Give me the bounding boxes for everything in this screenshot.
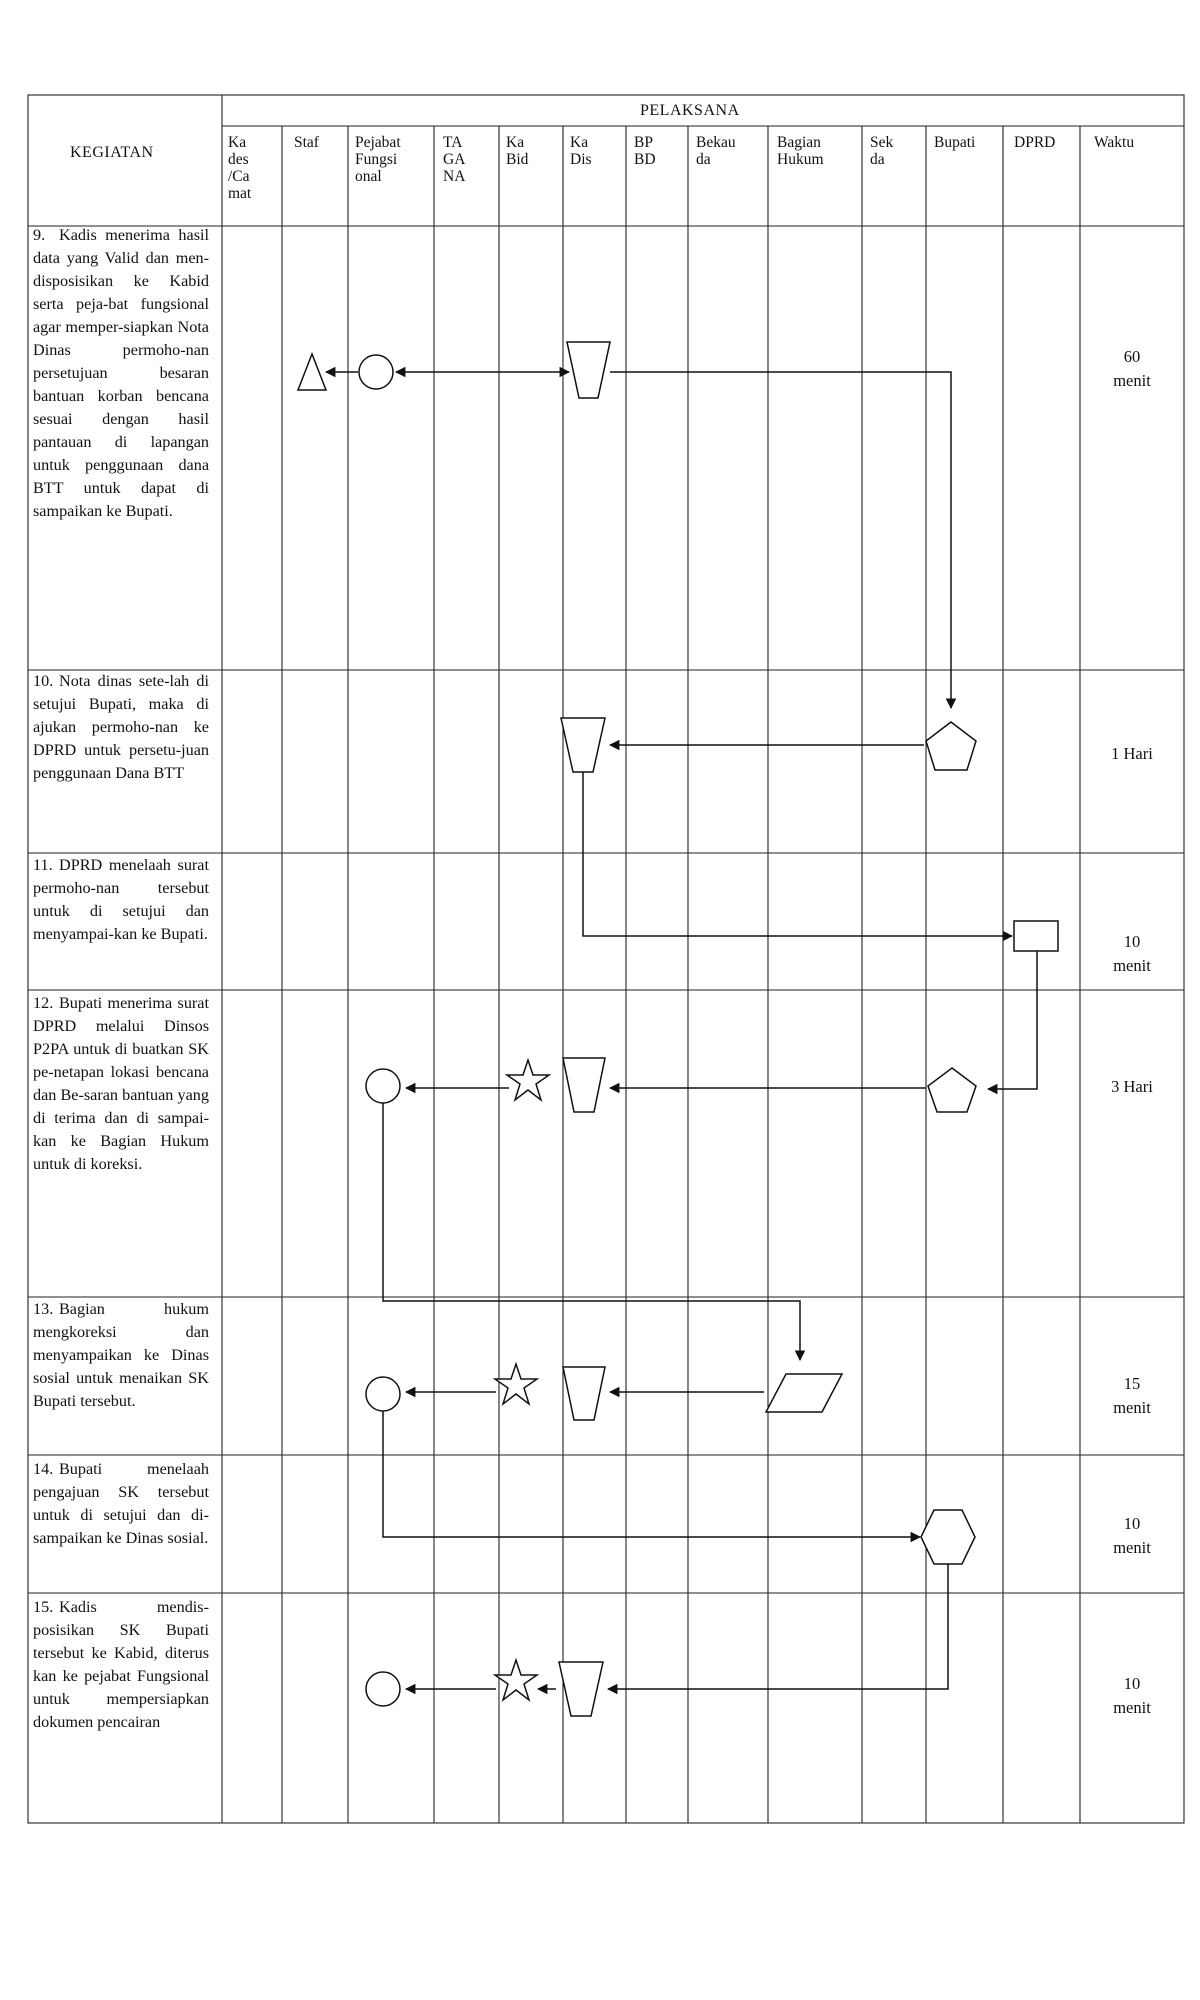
trapezoid-symbol xyxy=(559,1662,603,1716)
waktu-row-13: 15 menit xyxy=(1113,1374,1151,1417)
kegiatan-header: KEGIATAN xyxy=(70,144,154,161)
col-header-pejabat-fungsional: Pejabat Fungsi onal xyxy=(355,134,401,185)
col-header-sekda: Sek da xyxy=(870,134,894,168)
hexagon-symbol xyxy=(921,1510,975,1564)
arrow xyxy=(383,1103,800,1360)
activity-text: Nota dinas sete-lah di setujui Bupati, maka di ajukan permoho-nan ke DPRD untuk persetu-juan penggunaan Dana BTT xyxy=(33,672,209,782)
arrow xyxy=(610,372,951,708)
trapezoid-symbol xyxy=(561,718,605,772)
col-header-staf: Staf xyxy=(294,134,319,151)
row-number: 12. xyxy=(33,994,54,1012)
waktu-row-14: 10 menit xyxy=(1113,1514,1151,1557)
activity-text: DPRD menelaah surat permoho-nan tersebut untuk di setujui dan menyampai-kan ke Bupati. xyxy=(33,856,209,943)
col-header-bagian-hukum: Bagian Hukum xyxy=(777,134,824,168)
activity-text: Bupati menelaah pengajuan SK tersebut untuk di setujui dan di-sampaikan ke Dinas sosial. xyxy=(33,1460,209,1547)
arrow xyxy=(988,951,1037,1089)
row-number: 13. xyxy=(33,1300,54,1318)
waktu-row-11: 10 menit xyxy=(1113,932,1151,975)
arrow xyxy=(583,772,1012,936)
circle-symbol xyxy=(366,1377,400,1411)
triangle-symbol xyxy=(298,354,326,390)
activity-text: Bagian hukum mengkoreksi dan menyampaikan ke Dinas sosial untuk menaikan SK Bupati tersebut. xyxy=(33,1300,209,1410)
col-header-bupati: Bupati xyxy=(934,134,976,151)
trapezoid-symbol xyxy=(563,1367,605,1420)
star-symbol xyxy=(495,1660,537,1700)
pentagon-symbol xyxy=(928,1068,976,1112)
waktu-row-12: 3 Hari xyxy=(1111,1077,1153,1096)
parallelogram-symbol xyxy=(766,1374,842,1412)
arrow xyxy=(608,1564,948,1689)
col-header-dprd: DPRD xyxy=(1014,134,1056,151)
circle-symbol xyxy=(366,1069,400,1103)
star-symbol xyxy=(495,1364,537,1404)
row-number: 14. xyxy=(33,1460,54,1478)
col-header-waktu: Waktu xyxy=(1094,134,1135,151)
trapezoid-symbol xyxy=(563,1058,605,1112)
col-header-tagana: TA GA NA xyxy=(443,134,466,185)
col-header-bekauda: Bekau da xyxy=(696,134,736,168)
col-header-kabid: Ka Bid xyxy=(506,134,529,168)
row-number: 10. xyxy=(33,672,54,690)
circle-symbol xyxy=(359,355,393,389)
activity-text: Kadis mendis-posisikan SK Bupati tersebut ke Kabid, diterus kan ke pejabat Fungsional untuk mempersiapkan dokumen pencairan xyxy=(33,1598,209,1731)
row-number: 9. xyxy=(33,226,46,244)
pelaksana-header: PELAKSANA xyxy=(640,102,740,119)
circle-symbol xyxy=(366,1672,400,1706)
activity-text: Kadis menerima hasil data yang Valid dan men-disposisikan ke Kabid serta peja-bat fungsional agar memper-siapkan Nota Dinas permoho-nan persetujuan besaran bantuan korban bencana sesuai dengan hasil pantauan di lapangan untuk penggunaan dana BTT untuk dapat di sampaikan ke Bupati. xyxy=(33,226,209,520)
rectangle-symbol xyxy=(1014,921,1058,951)
col-header-kadescamat: Ka des /Ca mat xyxy=(228,134,252,202)
col-header-kadis: Ka Dis xyxy=(570,134,592,168)
pentagon-symbol xyxy=(926,722,976,770)
row-number: 11. xyxy=(33,856,53,874)
col-header-bpbd: BP BD xyxy=(634,134,656,168)
waktu-row-9: 60 menit xyxy=(1113,347,1151,390)
trapezoid-symbol xyxy=(567,342,610,398)
waktu-row-15: 10 menit xyxy=(1113,1674,1151,1717)
waktu-row-10: 1 Hari xyxy=(1111,744,1153,763)
row-number: 15. xyxy=(33,1598,54,1616)
star-symbol xyxy=(507,1060,549,1100)
arrow xyxy=(383,1411,920,1537)
activity-text: Bupati menerima surat DPRD melalui Dinsos P2PA untuk di buatkan SK pe-netapan lokasi bencana dan Be-saran bantuan yang di terima dan di sampai-kan ke Bagian Hukum untuk di koreksi. xyxy=(33,994,209,1173)
